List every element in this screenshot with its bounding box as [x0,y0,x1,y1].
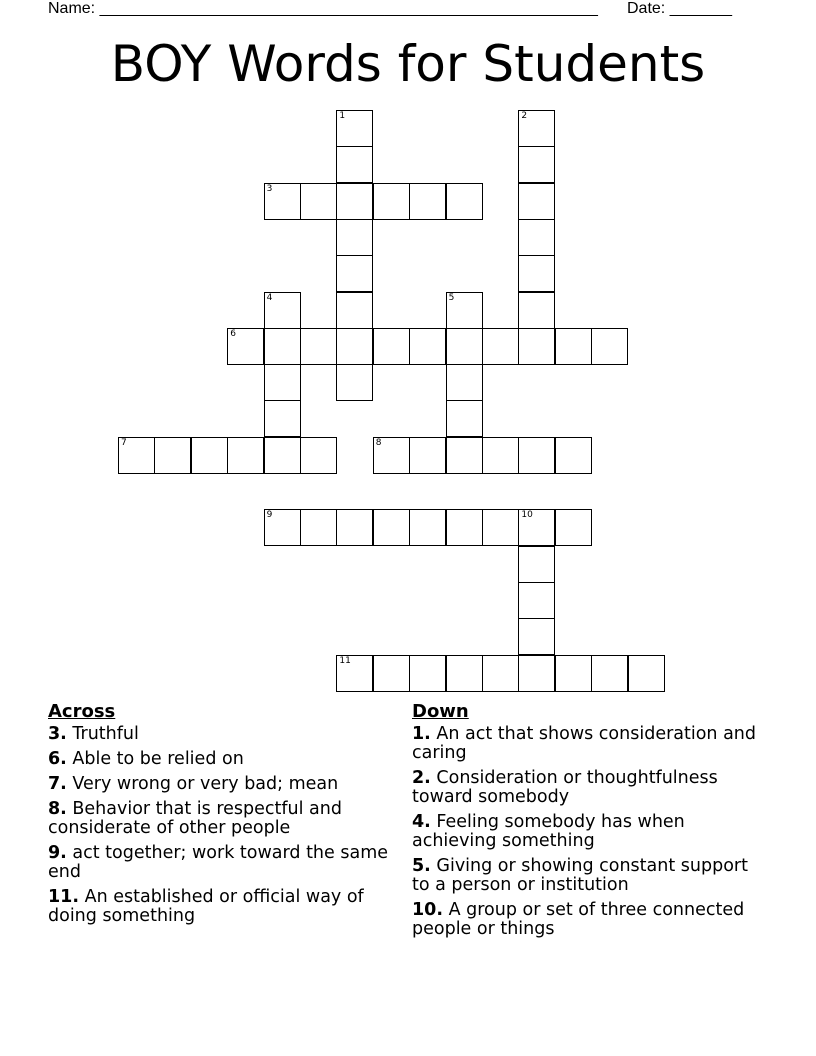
crossword-cell[interactable] [555,437,592,474]
crossword-cell[interactable] [446,328,483,365]
crossword-cell[interactable] [336,255,373,292]
crossword-cell[interactable] [518,618,555,655]
clue-down-2 [412,769,762,807]
crossword-cell[interactable] [118,437,155,474]
crossword-cell[interactable] [300,328,337,365]
crossword-cell[interactable] [482,509,519,546]
cell-number: 5 [448,292,455,303]
crossword-cell[interactable] [518,655,555,692]
crossword-cell[interactable] [373,509,410,546]
cell-number: 11 [339,655,351,666]
crossword-cell[interactable] [227,437,264,474]
clue-text: Truthful [72,724,139,744]
crossword-cell[interactable] [518,292,555,329]
crossword-cell[interactable] [336,110,373,147]
clue-text: act together; work toward the same end [48,843,389,882]
crossword-cell[interactable] [300,437,337,474]
crossword-cell[interactable] [409,183,446,220]
crossword-cell[interactable] [300,509,337,546]
down-clues [412,701,762,945]
name-field-label: Name: ________________________________________________________ [48,0,598,17]
cell-number: 3 [266,183,273,194]
crossword-cell[interactable] [446,400,483,437]
clue-across-8 [48,800,398,838]
clue-number: 8. [48,799,67,819]
clue-number: 7. [48,774,67,794]
crossword-cell[interactable] [264,400,301,437]
clue-across-7 [48,775,398,794]
crossword-cell[interactable] [518,255,555,292]
across-clues [48,701,398,932]
crossword-cell[interactable] [336,183,373,220]
clue-number: 2. [412,768,431,788]
crossword-cell[interactable] [264,509,301,546]
crossword-cell[interactable] [373,328,410,365]
crossword-cell[interactable] [591,655,628,692]
crossword-cell[interactable] [555,655,592,692]
crossword-cell[interactable] [518,219,555,256]
cell-number: 6 [230,328,236,339]
clue-across-9 [48,844,398,882]
across-heading: Across [48,701,116,722]
crossword-cell[interactable] [264,437,301,474]
crossword-cell[interactable] [336,146,373,183]
clue-across-6 [48,750,398,769]
crossword-cell[interactable] [264,183,301,220]
cell-number: 2 [521,111,528,121]
crossword-cell[interactable] [264,364,301,401]
crossword-cell[interactable] [482,655,519,692]
crossword-cell[interactable] [409,328,446,365]
crossword-cell[interactable] [336,655,373,692]
crossword-cell[interactable] [373,183,410,220]
crossword-cell[interactable] [336,364,373,401]
crossword-cell[interactable] [446,437,483,474]
crossword-cell[interactable] [555,509,592,546]
clue-text: An established or official way of doing something [48,887,364,926]
crossword-cell[interactable] [264,292,301,329]
crossword-cell[interactable] [518,110,555,147]
clue-down-4 [412,813,762,851]
crossword-cell[interactable] [518,582,555,619]
down-heading: Down [412,701,469,722]
crossword-cell[interactable] [446,364,483,401]
crossword-cell[interactable] [336,292,373,329]
crossword-cell[interactable] [373,437,410,474]
clue-down-1 [412,725,762,763]
crossword-cell[interactable] [336,219,373,256]
crossword-cell[interactable] [409,509,446,546]
crossword-cell[interactable] [336,509,373,546]
crossword-cell[interactable] [264,328,301,365]
clue-number: 10. [412,900,444,920]
crossword-cell[interactable] [373,655,410,692]
clue-across-11 [48,888,398,926]
crossword-cell[interactable] [518,509,555,546]
clue-number: 11. [48,887,80,907]
crossword-cell[interactable] [518,328,555,365]
clue-down-10 [412,901,762,939]
crossword-cell[interactable] [482,437,519,474]
page-title: BOY Words for Students [110,35,706,93]
crossword-cell[interactable] [518,437,555,474]
crossword-cell[interactable] [518,546,555,583]
clue-across-3 [48,725,398,744]
crossword-cell[interactable] [555,328,592,365]
cell-number: 8 [375,437,382,448]
crossword-cell[interactable] [300,183,337,220]
clue-down-5 [412,857,762,895]
crossword-cell[interactable] [154,437,191,474]
clue-text: Behavior that is respectful and considerate of other people [48,799,342,838]
clue-text: Feeling somebody has when achieving something [412,812,685,851]
clue-text: Very wrong or very bad; mean [72,774,339,794]
cell-number: 9 [266,510,273,521]
crossword-cell[interactable] [482,328,519,365]
crossword-cell[interactable] [227,328,264,365]
crossword-cell[interactable] [518,183,555,220]
clue-number: 1. [412,724,431,744]
clue-number: 5. [412,856,431,876]
clue-number: 4. [412,812,431,832]
clue-text: A group or set of three connected people or things [412,900,745,939]
clue-text: Able to be relied on [72,749,244,769]
crossword-cell[interactable] [446,292,483,329]
date-field-label: Date: _______ [627,0,732,17]
cell-number: 10 [521,510,533,521]
clue-number: 9. [48,843,67,863]
crossword-cell[interactable] [518,146,555,183]
crossword-cell[interactable] [409,655,446,692]
cell-number: 4 [266,292,273,303]
crossword-cell[interactable] [191,437,228,474]
crossword-cell[interactable] [446,655,483,692]
clue-text: Consideration or thoughtfulness toward somebody [412,768,718,807]
cell-number: 7 [121,437,127,448]
cell-number: 1 [339,111,346,121]
clue-number: 3. [48,724,67,744]
crossword-cell[interactable] [446,509,483,546]
crossword-cell[interactable] [336,328,373,365]
clue-text: Giving or showing constant support to a person or institution [412,856,748,895]
crossword-cell[interactable] [628,655,665,692]
crossword-cell[interactable] [591,328,628,365]
crossword-cell[interactable] [409,437,446,474]
clue-text: An act that shows consideration and caring [412,724,757,763]
crossword-cell[interactable] [446,183,483,220]
clue-number: 6. [48,749,67,769]
